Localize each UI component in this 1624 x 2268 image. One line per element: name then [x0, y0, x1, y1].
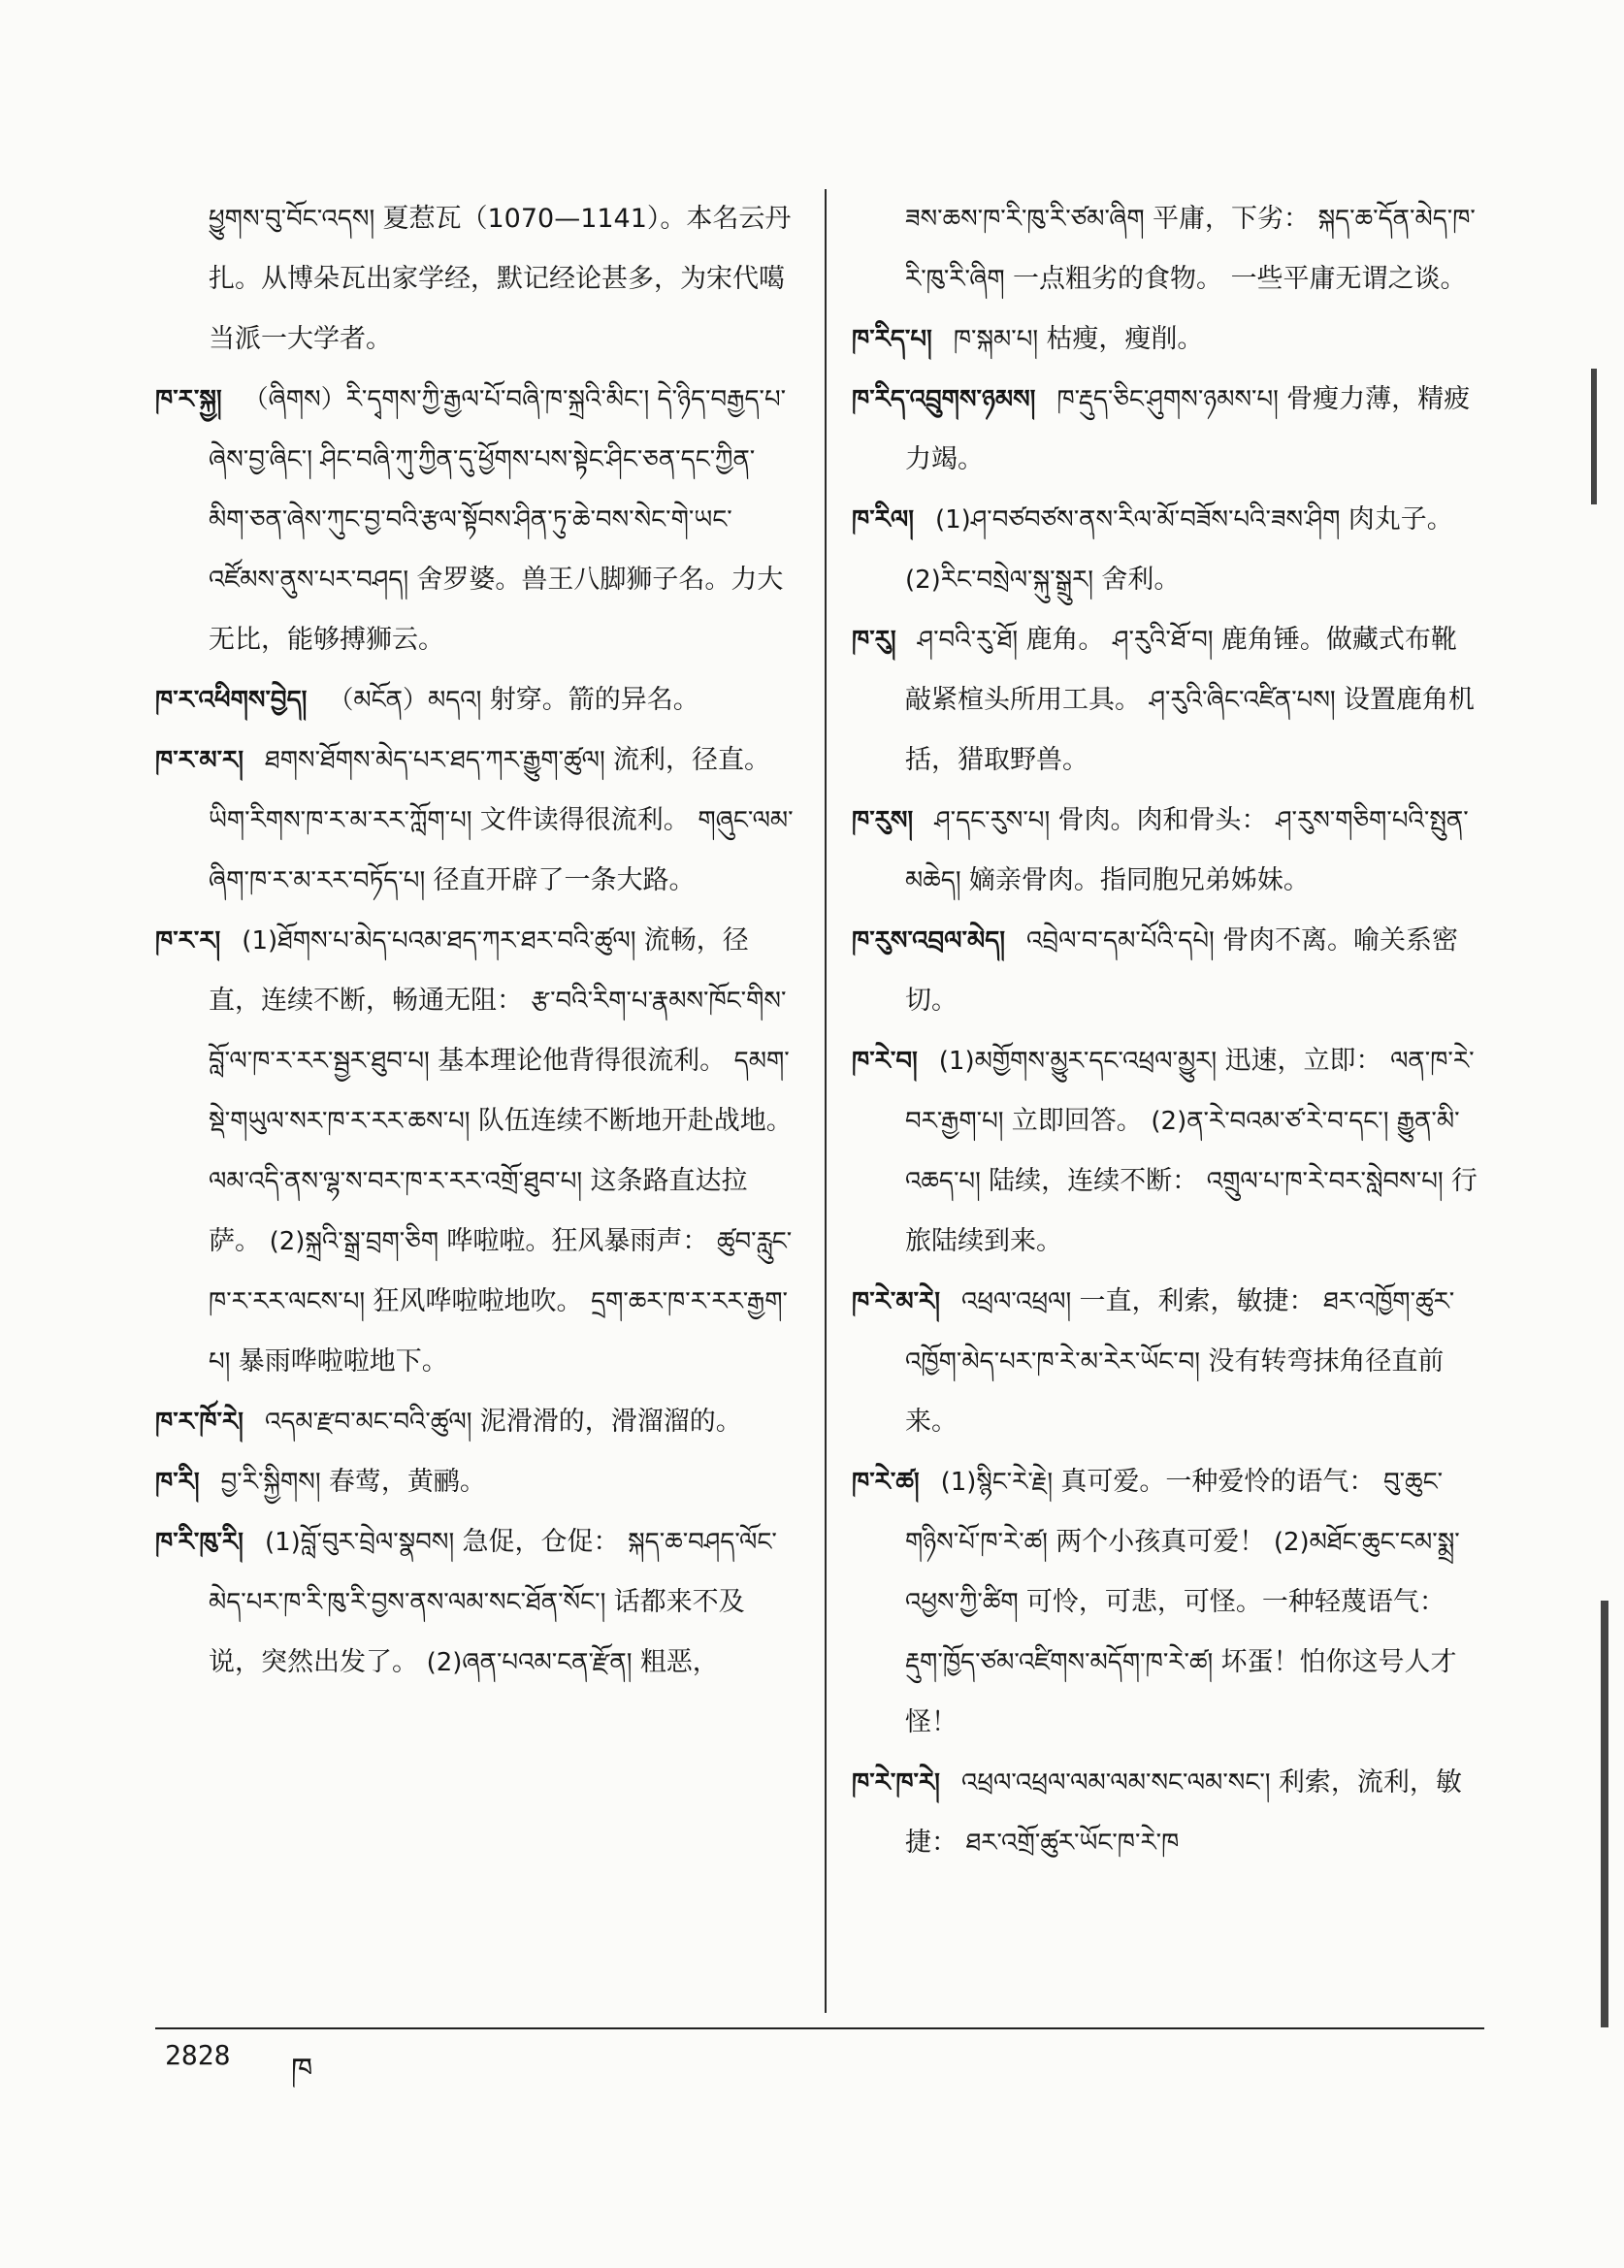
- dictionary-entry: [155, 1392, 796, 1452]
- dictionary-entry: [852, 370, 1482, 490]
- tibetan-definition: འབྲེལ་བ་དམ་པོའི་དཔེ།: [1026, 926, 1223, 956]
- chinese-definition: 平庸，下劣：: [1152, 204, 1318, 234]
- chinese-definition: 真可爱。一种爱怜的语气：: [1060, 1467, 1383, 1497]
- chinese-definition: 舍利。: [1101, 565, 1181, 595]
- left-column: [155, 189, 796, 1693]
- entry-headword: ཁ་རིད་འབྲུགས་ཉམས།: [852, 385, 1036, 414]
- right-column: [852, 189, 1482, 1873]
- chinese-definition: 一点粗劣的食物。: [1012, 264, 1231, 294]
- tibetan-definition: ཟས་ཆས་ཁ་རི་ཁུ་རི་ཙམ་ཞིག: [905, 205, 1153, 234]
- entry-headword: ཁ་རུ།: [852, 626, 896, 655]
- chinese-definition: 基本理论他背得很流利。: [438, 1046, 734, 1076]
- entry-headword: ཁ་ར་སྐྱ།: [155, 385, 222, 414]
- entry-headword: ཁ་ར་ཁོ་རེ།: [155, 1408, 244, 1437]
- tibetan-definition: ཤ་བའི་རུ་ཐོ།: [917, 626, 1026, 655]
- entry-headword: ཁ་ར་འཕིགས་བྱེད།: [155, 686, 308, 715]
- tibetan-definition: (2)རིང་བསྲེལ་སྐུ་སྒྲུར།: [905, 566, 1102, 595]
- chinese-definition: 立即回答。: [1011, 1106, 1152, 1136]
- tibetan-definition: ཐགས་ཐོགས་མེད་པར་ཐད་ཀར་རྒྱུག་ཚུལ།: [265, 746, 613, 775]
- chinese-definition: 枯瘦，瘦削。: [1046, 324, 1204, 354]
- chinese-definition: 射穿。箭的异名。: [489, 685, 699, 715]
- tibetan-definition: （ཞིགས）རི་དྭགས་ཀྱི་རྒྱལ་པོ་བཞི་ཁ་སྐྲའི་མིང་། དེ་ཉིད་བརྒྱད་པ་ཞེས་བྱ་ཞིང་། ཤིང་བཞི་ཀུ་ཀྱིན་དུ་ཕྱོགས་པས་སྟེང་ཤིང་ཅན་དང་ཀྱིན་མིག་ཅན་ཞེས་ཀུང་བྱ་བའི་རྩལ་སྟོབས་ཤིན་ཏུ་ཆེ་བས་སེང་གེ་ཡང་འཛོམས་ནུས་པར་བཤད།: [209, 385, 787, 595]
- tibetan-definition: གཞུང་ལམ་ཞིག་ཁ་ར་མ་རར་བཏོད་པ།: [209, 806, 794, 895]
- chinese-definition: 设置鹿角机括，猎取野兽。: [905, 685, 1475, 775]
- tibetan-definition: རྩ་བའི་རིག་པ་རྣམས་ཁོང་གིས་བློ་ལ་ཁ་ར་རར་སྦྱར་ཐུབ་པ།: [209, 987, 787, 1076]
- chinese-definition: 可怜，可悲，可怪。一种轻蔑语气：: [1025, 1587, 1445, 1617]
- dictionary-entry: [155, 670, 796, 730]
- entry-headword: ཁ་ར་ར།: [155, 926, 221, 956]
- entry-headword: ཁ་ར་མ་ར།: [155, 746, 244, 775]
- chinese-definition: 一直，利索，敏捷：: [1079, 1286, 1324, 1316]
- chinese-definition: 哗啦啦。狂风暴雨声：: [446, 1226, 717, 1256]
- tibetan-definition: (1)ཤ་བཙབཙས་ནས་རིལ་མོ་བཟོས་པའི་ཟས་ཤིག: [935, 505, 1348, 535]
- entry-headword: ཁ་རེ་ཚ།: [852, 1468, 920, 1497]
- dictionary-entry: [852, 490, 1482, 610]
- dictionary-entry: [155, 189, 796, 370]
- chinese-definition: 文件读得很流利。: [479, 805, 698, 835]
- dictionary-entry: [155, 1452, 796, 1512]
- tibetan-definition: ལམ་འདི་ནས་ལྷ་ས་བར་ཁ་ར་རར་འགྲོ་ཐུབ་པ།: [209, 1167, 591, 1196]
- dictionary-entry: [852, 1753, 1482, 1873]
- chinese-definition: 嫡亲骨肉。指同胞兄弟姊妹。: [968, 865, 1310, 895]
- entry-headword: ཁ་རུས་འབྲལ་མེད།: [852, 926, 1006, 956]
- chinese-definition: 一些平庸无谓之谈。: [1230, 264, 1467, 294]
- tibetan-definition: ཐར་འཁྱོག་ཚུར་འཁྱོག་མེད་པར་ཁ་རེ་མ་རེར་ཡོང་བ།: [905, 1287, 1455, 1377]
- tibetan-definition: (2)ན་རེ་བའམ་ཙ་རེ་བ་དང་། རྒྱུན་མི་འཆད་པ།: [905, 1107, 1460, 1196]
- chinese-definition: 这条路直达拉萨。: [209, 1166, 748, 1256]
- chinese-definition: 队伍连续不断地开赴战地。: [477, 1106, 793, 1136]
- chinese-definition: 急促，仓促：: [462, 1527, 629, 1557]
- tibetan-definition: ཤ་རུས་གཅིག་པའི་སྤུན་མཆེད།: [905, 806, 1469, 895]
- footer-rule: [155, 2027, 1484, 2029]
- tibetan-definition: (1)བློ་བུར་བྲེལ་སྣབས།: [264, 1528, 463, 1557]
- tibetan-definition: ཁ་རྡུད་ཅིང་ཤུགས་ཉམས་པ།: [1056, 385, 1287, 414]
- tibetan-definition: དམག་སྡེ་གཡུལ་སར་ཁ་ར་རར་ཆས་པ།: [209, 1047, 790, 1136]
- tibetan-definition: བུ་ཆུང་གཉིས་པོ་ཁ་རེ་ཚ།: [905, 1468, 1444, 1557]
- entry-headword: ཁ་རིལ།: [852, 505, 914, 535]
- tibetan-definition: ཐར་འགྲོ་ཚུར་ཡོང་ཁ་རེ་ཁ: [965, 1829, 1180, 1858]
- dictionary-entry: [852, 1272, 1482, 1452]
- chinese-definition: 鹿角锤。做藏式布靴敲紧楦头所用工具。: [905, 625, 1457, 715]
- chinese-definition: 狂风哗啦啦地吹。: [373, 1286, 592, 1316]
- entry-headword: ཁ་རི།: [155, 1468, 200, 1497]
- chinese-definition: 鹿角。: [1025, 625, 1114, 655]
- tibetan-definition: འགྲུལ་པ་ཁ་རེ་བར་སླེབས་པ།: [1206, 1167, 1451, 1196]
- dictionary-entry: [852, 610, 1482, 791]
- chinese-definition: 夏惹瓦（1070—1141）。本名云丹扎。从博朵瓦出家学经，默记经论甚多，为宋代噶当派一大学者。: [209, 204, 792, 354]
- tibetan-definition: ཚུབ་རླུང་ཁ་ར་རར་ལངས་པ།: [209, 1227, 793, 1316]
- tibetan-definition: འཕྲལ་འཕྲལ་ལམ་ལམ་སང་ལམ་སང་།: [960, 1768, 1279, 1798]
- entry-headword: ཁ་རུས།: [852, 806, 914, 835]
- chinese-definition: 两个小孩真可爱！: [1056, 1527, 1274, 1557]
- tibetan-definition: (1)སྙིང་རེ་རྗེ།: [940, 1468, 1061, 1497]
- entry-headword: ཁ་རི་ཁུ་རི།: [155, 1528, 244, 1557]
- tibetan-definition: (2)ཞན་པའམ་ངན་རྫོན།: [426, 1648, 640, 1677]
- entry-headword: ཁ་རེ་མ་རེ།: [852, 1287, 941, 1316]
- tibetan-definition: འཕྲལ་འཕྲལ།: [961, 1287, 1080, 1316]
- entry-headword: ཁ་རེ་བ།: [852, 1047, 918, 1076]
- tibetan-definition: (2)མཐོང་ཆུང་ངམ་སྨྲ་འཕྱས་ཀྱི་ཚིག: [905, 1528, 1460, 1617]
- entry-headword: ཁ་རེ་ཁ་རེ།: [852, 1768, 940, 1798]
- tibetan-definition: ཤ་རུའི་ཞིང་འཛིན་པས།: [1149, 686, 1344, 715]
- chinese-definition: 肉丸子。: [1348, 504, 1453, 535]
- chinese-definition: 坏蛋！怕你这号人才怪！: [905, 1647, 1457, 1737]
- tibetan-definition: སྐད་ཆ་བཤད་ལོང་མེད་པར་ཁ་རི་ཁུ་རི་བྱས་ནས་ལམ་སང་ཐོན་སོང་།: [209, 1528, 777, 1617]
- chinese-definition: 没有转弯抹角径直前来。: [905, 1346, 1445, 1437]
- chinese-definition: 径直开辟了一条大路。: [433, 865, 696, 895]
- tibetan-definition: （མངོན）མདའ།: [328, 686, 490, 715]
- chinese-definition: 粗恶，: [639, 1647, 719, 1677]
- dictionary-entry: [852, 911, 1482, 1031]
- scan-edge-mark: [1601, 1601, 1608, 2027]
- tibetan-definition: ཕྱུགས་བུ་བོང་འདས།: [209, 205, 383, 234]
- tibetan-definition: སྐད་ཆ་དོན་མེད་ཁ་རི་ཁུ་རི་ཞིག: [905, 205, 1476, 294]
- chinese-definition: 骨肉不离。喻关系密切。: [905, 925, 1459, 1016]
- dictionary-entry: [155, 911, 796, 1392]
- chinese-definition: 骨肉。肉和骨头：: [1057, 805, 1277, 835]
- chinese-definition: 行旅陆续到来。: [905, 1166, 1478, 1256]
- dictionary-entry: [852, 1031, 1482, 1272]
- tibetan-definition: དྲག་ཆར་ཁ་ར་རར་རྒྱག་པ།: [209, 1287, 788, 1377]
- column-divider: [825, 189, 827, 2013]
- dictionary-entry: [852, 189, 1482, 309]
- tibetan-definition: ལན་ཁ་རེ་བར་རྒྱག་པ།: [905, 1047, 1475, 1136]
- scan-edge-mark: [1591, 369, 1597, 504]
- tibetan-definition: ཤ་རུའི་ཐོ་བ།: [1113, 626, 1221, 655]
- chinese-definition: 陆续，连续不断：: [989, 1166, 1207, 1196]
- dictionary-entry: [852, 791, 1482, 911]
- tibetan-definition: (1)མགྱོགས་མྱུར་དང་འཕྲལ་མྱུར།: [938, 1047, 1225, 1076]
- tibetan-definition: བྱ་རི་སྐྱིགས།: [220, 1468, 329, 1497]
- chinese-definition: 流利，径直。: [613, 745, 770, 775]
- tibetan-definition: ཡིག་རིགས་ཁ་ར་མ་རར་ཀློག་པ།: [209, 806, 480, 835]
- chinese-definition: 迅速，立即：: [1224, 1046, 1391, 1076]
- tibetan-definition: འདམ་རྫབ་མང་བའི་ཚུལ།: [264, 1408, 480, 1437]
- chinese-definition: 利索，流利，敏捷：: [905, 1767, 1462, 1858]
- chinese-definition: 暴雨哗啦啦地下。: [238, 1346, 448, 1377]
- tibetan-definition: རྡུག་ཁྱོད་ཙམ་འཛིགས་མདོག་ཁ་རེ་ཚ།: [905, 1648, 1221, 1677]
- tibetan-definition: ཤ་དང་རུས་པ།: [934, 806, 1058, 835]
- tibetan-definition: ཁ་སྐམ་པ།: [953, 325, 1047, 354]
- page-number: 2828: [165, 2039, 231, 2071]
- dictionary-entry: [155, 370, 796, 670]
- tibetan-definition: (2)སྐྲའི་སྒྲ་བྲག་ཅིག: [269, 1227, 447, 1256]
- chinese-definition: 话都来不及说，突然出发了。: [209, 1587, 745, 1677]
- dictionary-entry: [852, 1452, 1482, 1753]
- entry-headword: ཁ་རིད་པ།: [852, 325, 932, 354]
- running-letter: ཁ: [291, 2051, 313, 2088]
- dictionary-entry: [852, 309, 1482, 370]
- chinese-definition: 泥滑滑的，滑溜溜的。: [479, 1407, 742, 1437]
- chinese-definition: 骨瘦力薄，精疲力竭。: [905, 384, 1471, 474]
- chinese-definition: 舍罗婆。兽王八脚狮子名。力大无比，能够搏狮云。: [209, 565, 784, 655]
- chinese-definition: 流畅，径直，连续不断，畅通无阻：: [209, 925, 749, 1016]
- dictionary-entry: [155, 1512, 796, 1693]
- dictionary-entry: [155, 730, 796, 911]
- chinese-definition: 春莺，黄鹂。: [328, 1467, 486, 1497]
- tibetan-definition: (1)ཐོགས་པ་མེད་པའམ་ཐད་ཀར་ཐར་བའི་ཚུལ།: [242, 926, 644, 956]
